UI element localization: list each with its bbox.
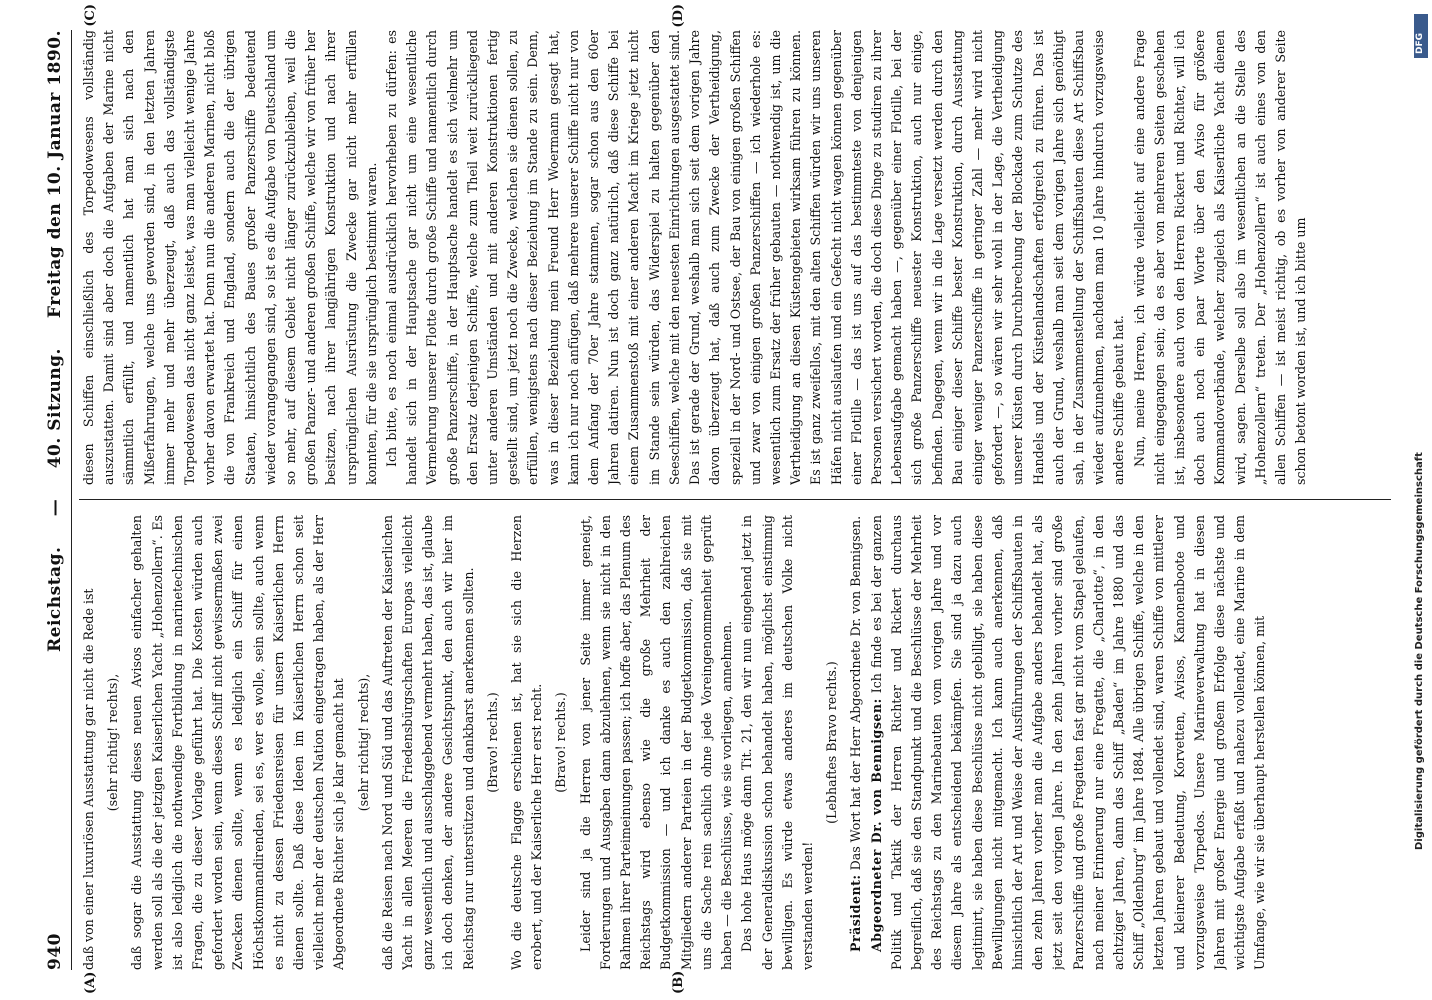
paragraph: daß die Reisen nach Nord und Süd und das Auftreten der Kaiserlichen Yacht in allen Meeren die Friedensbürgschaften Europas vielleicht ganz wesentlich und ausschlaggebend vermehrt haben, das ist, glaube ich doch denken, der andere Gesichtspunkt, den auch wir hier im Reichstag nur unterstützen und dankbarst anerkennen sollten. [379,515,476,970]
speaker-name: Abgeordneter Dr. von Bennigsen: [868,698,884,952]
paragraph: Nun, meine Herren, ich würde vielleicht auf eine andere Frage nicht eingegangen sein; da es aber von mehreren Seiten geschehen ist, insbesondere auch von den Herren Rickert und Richter, will ich doch auch noch ein paar Worte über den Aviso für größere Kommandoverbände, welcher zugleich als Kaiserliche Yacht dienen wird, sagen. Derselbe soll also im wesentlichen an die Stelle des „Hohenzollern“ treten. Der „Hohenzollern“ ist auch eines von den allen Schiffen — ist meist richtig, ob es vorher von anderer Seite schon betont worden ist, und ich bitte um [1131,30,1309,485]
margin-marker-c: (C) [83,4,98,27]
column-divider [79,499,1391,500]
header-rule [71,30,72,970]
paragraph: daß von einer luxuriösen Ausstattung gar nicht die Rede ist [81,588,96,970]
interjection: (sehr richtig! rechts), [355,673,371,812]
paragraph: Präsident: Das Wort hat der Herr Abgeordnete Dr. von Bennigsen. [848,515,864,952]
paragraph: daß sogar die Ausstattung dieses neuen Avisos einfacher gehalten werden soll als die der jetzigen Kaiserlichen Yacht „Hohenzollern“. Es ist also lediglich die nothwendige Fortbildung in marinetechnischen Fragen, die zu dieser Vorlage geführt hat. Die Kosten würden auch gefordert worden sein, wenn dieses Schiff nicht gewissermaßen zwei Zwecken dienen sollte, wenn es lediglich ein Schiff für einen Höchstkommandirenden, sei es, wer es wolle, sein sollte, auch wenn es nicht zu dessen Friedensreisen für unsern Kaiserlichen Herrn dienen sollte. Daß diese Ideen im Kaiserlichen Herrn schon seit vielleicht mehr der deutschen Nation eingetragen haben, als der Herr Abgeordnete Richter sich je klar gemacht hat [129,515,347,970]
paragraph: diesen Schiffen einschließlich des Torpedowesens vollständig auszustatten. Damit sind aber doch die Aufgaben der Marine nicht sämmtlich erfüllt, und namentlich hat man sich nach den Mißerfahrungen, welche uns geworden sind, in den letzten Jahren immer mehr und mehr überzeugt, daß auch das vollständigste Torpedowesen das nicht ganz leistet, was man vielleicht wenige Jahre vorher davon erwartet hat. Denn nun die anderen Marinen, nicht bloß die von Frankreich und England, sondern auch die der übrigen Staaten, hinsichtlich des Baues großer Panzerschiffe bedeutend wieder vorangegangen sind, so ist es die Aufgabe von Deutschland um so mehr, auf diesem Gebiet nicht länger zurückzubleiben, weil die großen Panzer- und anderen großen Schiffe, welche wir von früher her besitzen, nach ihrer langjährigen Konstruktion und nach ihrer ursprünglichen Ausrüstung die Zwecke gar nicht mehr erfüllen konnten, für die sie ursprünglich bestimmt waren. [81,30,379,485]
digitization-note [1414,150,1426,850]
session-date: Freitag den 10. Januar 1890. [45,30,65,319]
paragraph: Das hohe Haus möge dann Tit. 21, den wir nun eingehend jetzt in der Generaldiskussion schon behandelt haben, möglichst einstimmig bewilligen. Es würde etwas anderes im deutschen Volke nicht verstanden werden! [739,515,815,970]
digitization-note-text: Digitalisierung gefördert durch die Deutsche Forschungsgemeinschaft [1414,452,1425,850]
left-column [79,515,1391,970]
margin-marker-b: (B) [671,970,686,994]
page-header [35,30,75,970]
dfg-logo-text: DFG [1415,32,1425,54]
margin-marker-a: (A) [83,971,98,994]
header-separator: — [45,498,65,517]
interjection: (sehr richtig! rechts), [105,673,121,812]
rotated-page [21,0,1411,1000]
paragraph: Abgeordneter Dr. von Bennigsen: Ich finde es bei der ganzen Politik und Taktik der Herren Richter und Rickert durchaus begreiflich, daß sie den Standpunkt und die Beschlüsse der Mehrheit des Reichstags zu den Marinebauten vom vorigen Jahre und vor diesem Jahre als entscheidend bekämpfen. Sie sind ja dazu auch legitimirt, sie haben diese Beschlüsse nicht gebilligt, sie haben diese Bewilligungen nicht mitgemacht. Ich kann auch anerkennen, daß hinsichtlich der Art und Weise der Ausführungen der Schiffsbauten in den zehn Jahren vorher man die Aufgabe anders behandelt hat, als jetzt seit den vorigen Jahre. In den zehn Jahren vorher sind große Panzerschiffe und große Fregatten fast gar nicht vom Stapel gelaufen, nach meiner Erinnerung nur eine Fregatte, die „Charlotte“, in den achtziger Jahren, dann das Schiff „Baden“ im Jahre 1880 und das Schiff „Oldenburg“ im Jahre 1884. Alle übrigen Schiffe, welche in den letzten Jahren gebaut und vollendet sind, waren Schiffe von mittlerer und kleinerer Bedeutung, Korvetten, Avisos, Kanonenboote und vorzugsweise Torpedos. Unsere Marineverwaltung hat in diesen Jahren mit großer Energie und großem Erfolge diese nächste und wichtigste Aufgabe erfaßt und nahezu vollendet, eine Marine in dem Umfange, wie wir sie überhaupt herstellen können, mit [868,515,1268,970]
interjection: (Bravo! rechts.) [553,692,569,793]
page-number: 940 [45,933,65,970]
session-name: 40. Sitzung. [45,348,65,469]
speaker-name: Präsident: [848,874,864,952]
paragraph: Leider sind ja die Herren von jener Seite immer geneigt, Forderungen und Ausgaben dann abzulehnen, wenn sie nicht in den Rahmen ihrer Parteimeinungen passen; ich hoffe aber, das Plenum des Reichstags wird ebenso wie die große Mehrheit der Budgetkommission — und ich danke es auch den zahlreichen Mitgliedern anderer Parteien in der Budgetkommission, daß sie mit uns die Sache rein sachlich ohne jede Voreingenommenheit geprüft haben — die Beschlüsse, wie sie vorliegen, annehmen. [577,515,735,970]
paragraph: Wo die deutsche Flagge erschienen ist, hat sie sich die Herzen erobert, und der Kaiserliche Herr erst recht. [509,515,545,970]
right-column [79,30,1391,485]
interjection: (Lebhaftes Bravo rechts.) [824,661,840,824]
margin-marker-d: (D) [671,4,686,28]
dfg-logo [1414,14,1428,58]
paragraph: Ich bitte, es noch einmal ausdrücklich hervorheben zu dürfen: es handelt sich in der Hauptsache gar nicht um eine wesentliche Vermehrung unserer Flotte durch große Schiffe und namentlich durch große Panzerschiffe, in der Hauptsache handelt es sich vielmehr um den Ersatz derjenigen Schiffe, welche zum Theil weit zurückliegend unter anderen Umständen und mit anderen Konstruktionen fertig gestellt sind, um jetzt noch die Zwecke, welchen sie dienen sollen, zu erfüllen, wenigstens nach dieser Beziehung im Stande zu sein. Denn, was in dieser Beziehung mein Freund Herr Woermann gesagt hat, kann ich nur noch anfügen, daß mehrere unserer Schiffe nicht nur von dem Anfang der 70er Jahre stammen, sogar schon aus den 60er Jahren datiren. Nun ist doch ganz natürlich, daß diese Schiffe bei einem Zusammenstoß mit einer anderen Macht im Kriege jetzt nicht im Stande sein würden, das Widerspiel zu halten gegenüber den Seeschiffen, welche mit den neuesten Einrichtungen ausgestattet sind. Das ist gerade der Grund, weshalb man sich seit dem vorigen Jahre davon überzeugt hat, daß auch zum Zwecke der Vertheidigung, speziell in der Nord- und Ostsee, der Bau von einigen großen Schiffen und zwar von einigen großen Panzerschiffen — ich wiederhole es: wesentlich zum Ersatz der früher gebauten — nothwendig ist, um die Vertheidigung an diesen Küstengebieten wirksam führen zu können. Es ist ganz zweifellos, mit den alten Schiffen würden wir uns unseren Häfen nicht auslaufen und ein Gefecht nicht wagen können gegenüber einer Flotille — das ist uns auf das bestimmteste von denjenigen Personen versichert worden, die doch diese Dinge zu studiren zu ihrer Lebensaufgabe gemacht haben —, gegenüber einer Flotille, bei der sich große Panzerschiffe neuester Konstruktion, auch nur einige, befinden. Dagegen, wenn wir in die Lage versetzt werden durch den Bau einiger dieser Schiffe bester Konstruktion, durch Ausstattung einiger weniger Panzerschiffe in geringer Zahl — mehr wird nicht gefordert —, so wären wir sehr wohl in der Lage, die Vertheidigung unserer Küsten durch Durchbrechung der Blockade zum Schutze des Handels und der Küstenlandschaften erfolgreich zu führen. Das ist auch der Grund, weshalb man seit dem vorigen Jahre sich genöthigt sah, in der Zusammenstellung der Schiffsbauten diese Art Schiffsbau wieder aufzunehmen, nachdem man 10 Jahre hindurch vorzugsweise andere Schiffe gebaut hat. [384,30,1127,485]
body-name: Reichstag. [45,546,65,652]
interjection: (Bravo! rechts.) [484,692,500,793]
